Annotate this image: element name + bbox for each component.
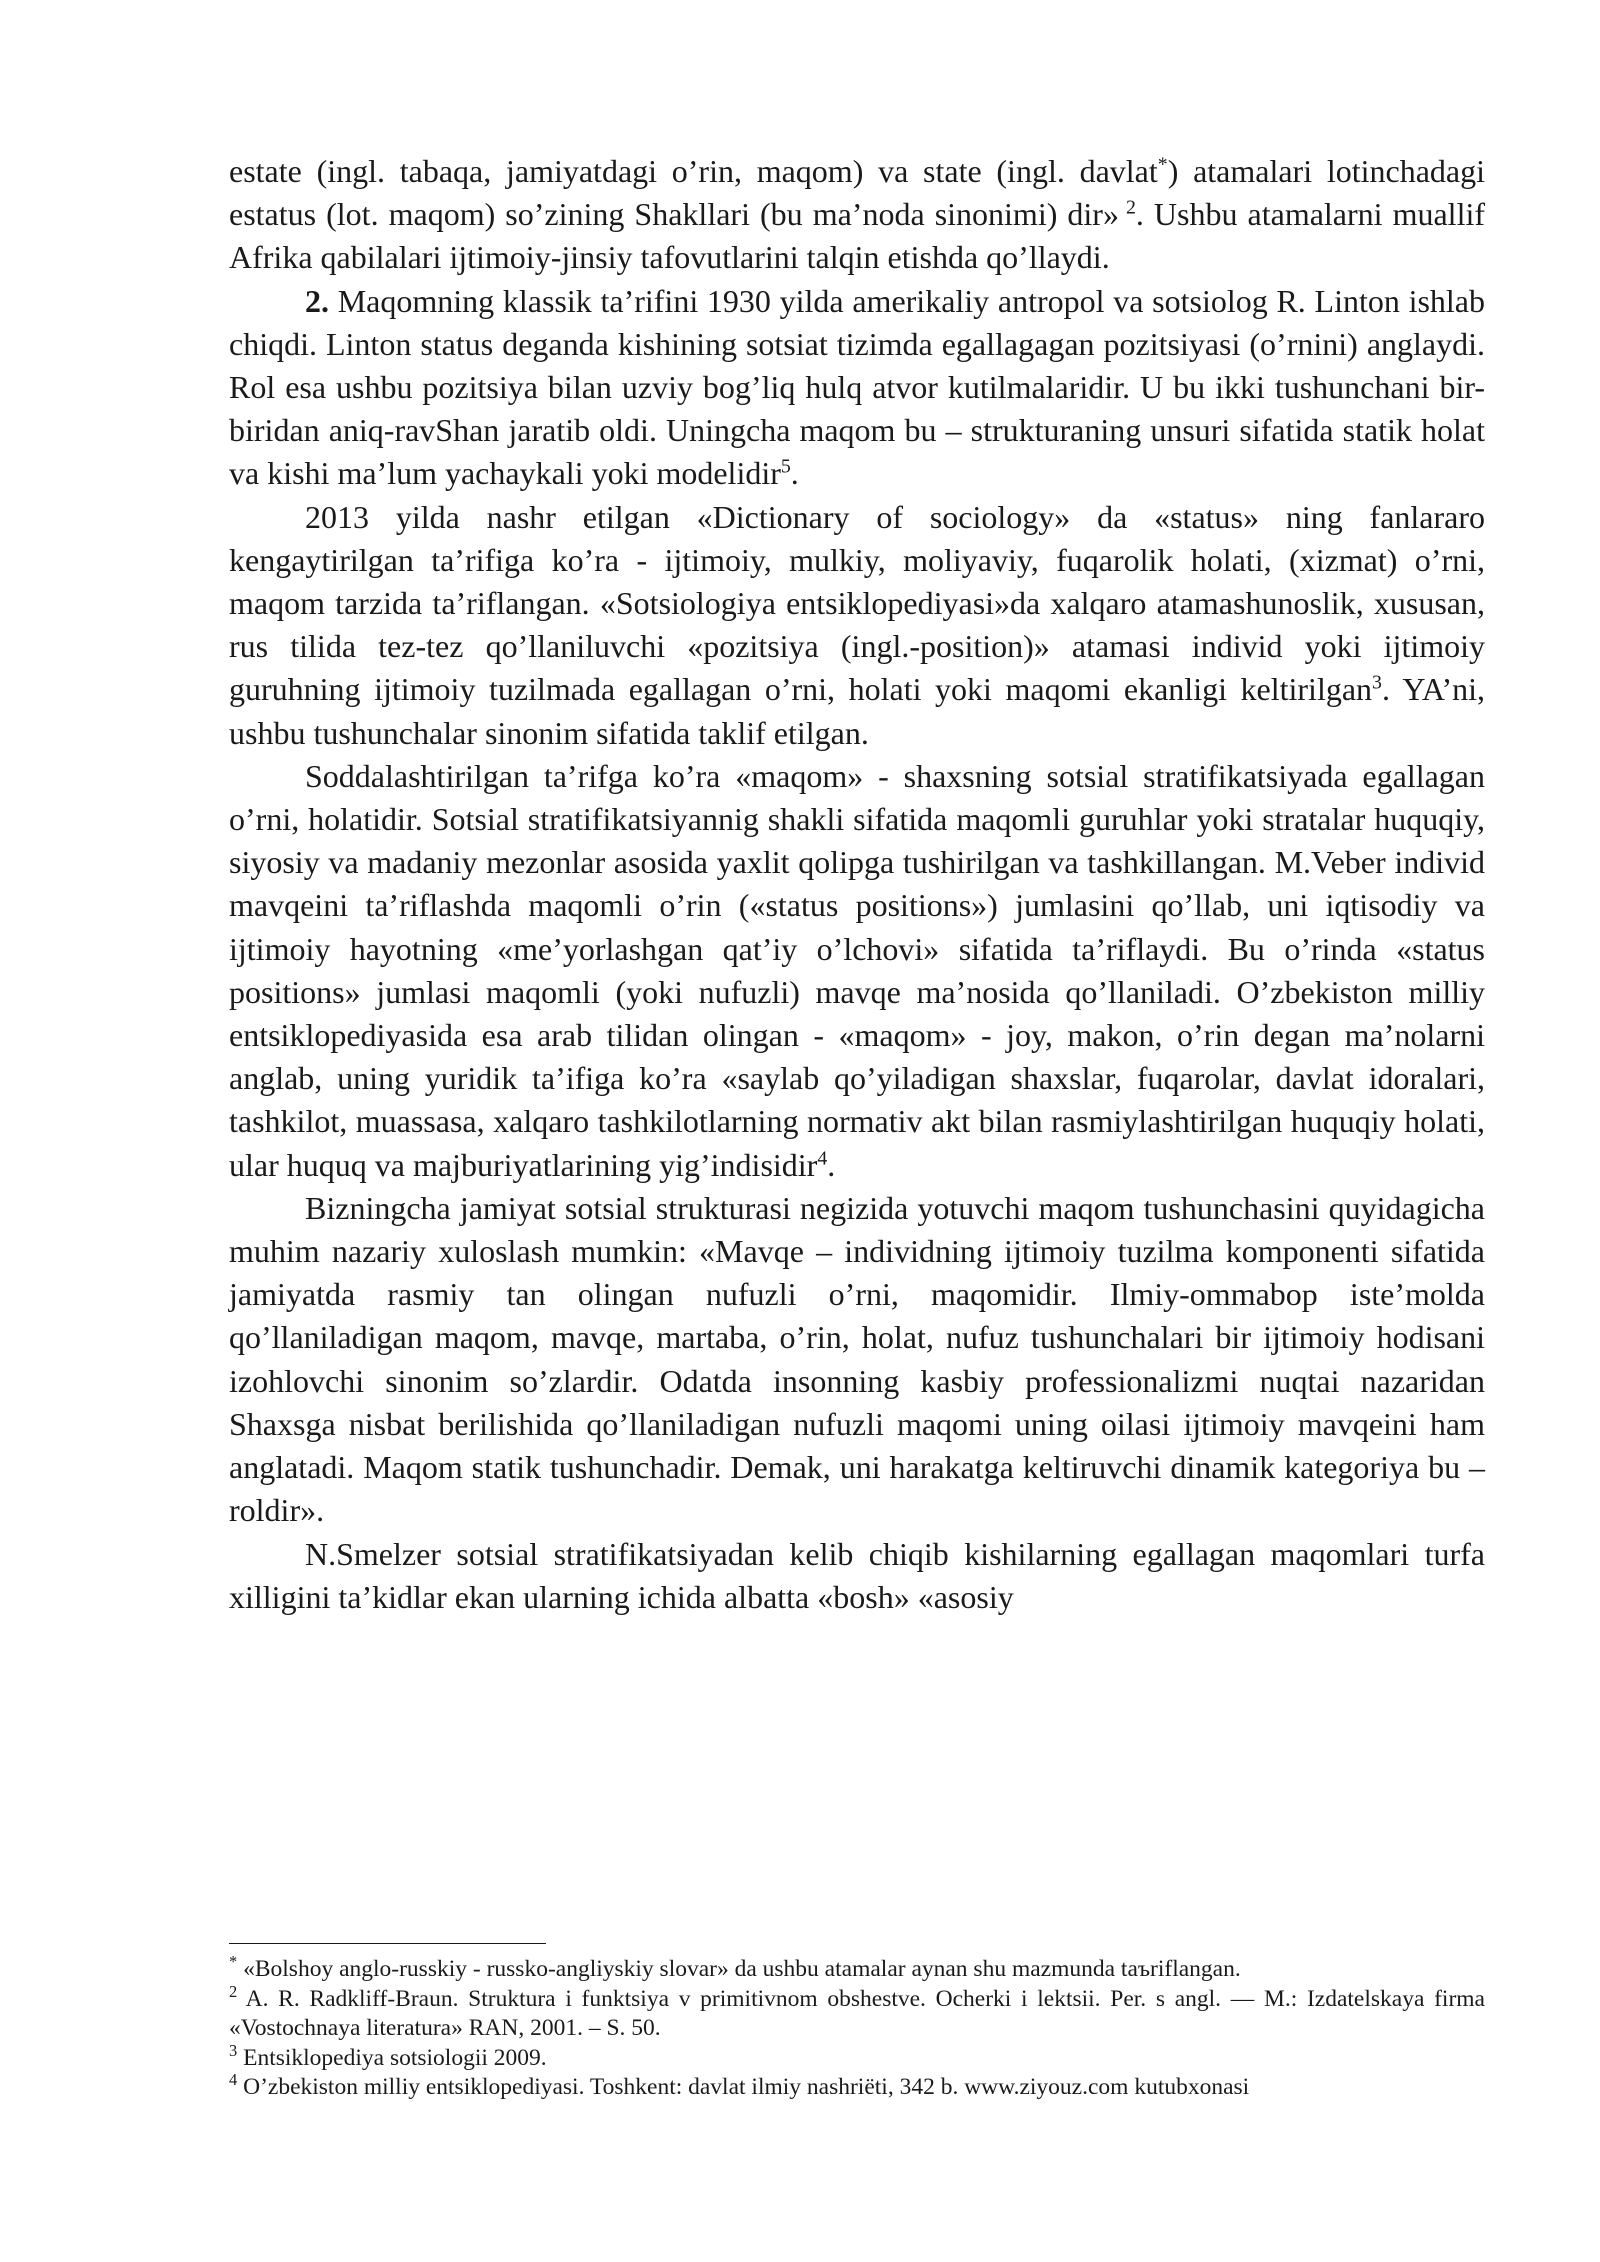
paragraph-3: 2013 yilda nashr etilgan «Dictionary of sociology» da «status» ning fanlararo kengaytirilgan ta’rifiga ko’ra - ijtimoiy, mulkiy, moliyaviy, fuqarolik holati, (xizmat) o’rni, maqom tarzida ta’riflangan. «Sotsiologiya entsiklopediyasi»da xalqaro atamashunoslik, xususan, rus tilida tez-tez qo’llaniluvchi «pozitsiya (ingl.-position)» atamasi individ yoki ijtimoiy guruhning ijtimoiy tuzilmada egallagan o’rni, holati yoki maqomi ekanligi keltirilgan$^3$. YA’ni, ushbu tushunchalar sinonim sifatida taklif etilgan. [229, 498, 1486, 751]
footnote-divider [229, 1943, 546, 1944]
footnote-mark: 2 [229, 1981, 238, 2001]
main-text [229, 150, 1485, 1619]
paragraph-5: Bizningcha jamiyat sotsial strukturasi negizida yotuvchi maqom tushunchasini quyidagicha muhim nazariy xuloslash mumkin: «Mavqe – individning ijtimoiy tuzilma komponenti sifatida jamiyatda rasmiy tan olingan nufuzli o’rni, maqomidir. Ilmiy-ommabop iste’molda qo’llaniladigan maqom, mavqe, martaba, o’rin, holat, nufuz tushunchalari bir ijtimoiy hodisani izohlovchi sinonim so’zlardir. Odatda insonning kasbiy professionalizmi nuqtai nazaridan Shaxsga nisbat berilishida qo’llaniladigan nufuzli maqomi uning oilasi ijtimoiy mavqeini ham anglatadi. Maqom statik tushunchadir. Demak, uni harakatga keltiruvchi dinamik kategoriya bu – roldir». [229, 1189, 1485, 1529]
footnotes [229, 1952, 1485, 2103]
paragraph-1: estate (ingl. tabaqa, jamiyatdagi o’rin, maqom) va state (ingl. davlat*) atamalari lotinchadagi estatus (lot. maqom) so’zining Shakllari (bu ma’noda sinonimi) dir» $^2$. Ushbu atamalarni muallif Afrika qabilalari ijtimoiy-jinsiy tafovutlarini talqin etishda qo’llaydi. [229, 153, 1486, 276]
footnote-item: $^2$ A. R. Radkliff-Braun. Struktura i funktsiya v primitivnom obshestve. Ocherki i lektsii. Per. s angl. — M.: Izdatelskaya firma «Vostochnaya literatura» RAN, 2001. – S. 50. [229, 1981, 1485, 2041]
footnote-mark: 4 [229, 2070, 238, 2090]
footnote-ref[interactable]: 2 [1118, 196, 1136, 219]
paragraph-2: 2. Maqomning klassik ta’rifini 1930 yilda amerikaliy antropol va sotsiolog R. Linton ishlab chiqdi. Linton status deganda kishining sotsiat tizimda egallagagan pozitsiyasi (o’rnini) anglaydi. Rol esa ushbu pozitsiya bilan uzviy bog’liq hulq atvor kutilmalaridir. U bu ikki tushunchani bir-biridan aniq-ravShan jaratib oldi. Uningcha maqom bu – strukturaning unsuri sifatida statik holat va kishi ma’lum yachaykali yoki modelidir$^5$. [229, 282, 1485, 492]
footnote-ref[interactable]: * [1157, 153, 1168, 176]
footnote-mark: 3 [229, 2040, 238, 2060]
paragraph-6: N.Smelzer sotsial stratifikatsiyadan kelib chiqib kishilarning egallagan maqomlari turfa xilligini ta’kidlar ekan ularning ichida albatta «bosh» «asosiy [229, 1535, 1485, 1615]
footnote-item: $^4$ O’zbekiston milliy entsiklopediyasi. Toshkent: davlat ilmiy nashriёti, 342 b. www.ziyouz.com kutubxonasi [229, 2070, 1250, 2100]
footnote-mark: * [229, 1952, 238, 1972]
footnote-ref[interactable]: 3 [1372, 671, 1382, 694]
footnote-ref[interactable]: 5 [780, 455, 791, 478]
footnote-item: * «Bolshoy anglo-russkiy - russko-angliyskiy slovar» da ushbu atamalar aynan shu mazmunda taъriflangan. [229, 1952, 1241, 1982]
paragraph-4: Soddalashtirilgan ta’rifga ko’ra «maqom» - shaxsning sotsial stratifikatsiyada egallagan o’rni, holatidir. Sotsial stratifikatsiyannig shakli sifatida maqomli guruhlar yoki stratalar huquqiy, siyosiy va madaniy mezonlar asosida yaxlit qolipga tushirilgan va tashkillangan. M.Veber individ mavqeini ta’riflashda maqomli o’rin («status positions») jumlasini qo’llab, uni iqtisodiy va ijtimoiy hayotning «me’yorlashgan qat’iy o’lchovi» sifatida ta’riflaydi. Bu o’rinda «status positions» jumlasi maqomli (yoki nufuzli) mavqe ma’nosida qo’llaniladi. O’zbekiston milliy entsiklopediyasida esa arab tilidan olingan - «maqom» - joy, makon, o’rin degan ma’nolarni anglab, uning yuridik ta’ifiga ko’ra «saylab qo’yiladigan shaxslar, fuqarolar, davlat idoralari, tashkilot, muassasa, xalqaro tashkilotlarning normativ akt bilan rasmiylashtirilgan huquqiy holati, ular huquq va majburiyatlarining yig’indisidir$^4$. [229, 757, 1485, 1183]
footnote-item: $^3$ Entsiklopediya sotsiologii 2009. [229, 2040, 547, 2071]
footnote-ref[interactable]: 4 [817, 1147, 828, 1170]
section-number: 2. [305, 282, 329, 319]
